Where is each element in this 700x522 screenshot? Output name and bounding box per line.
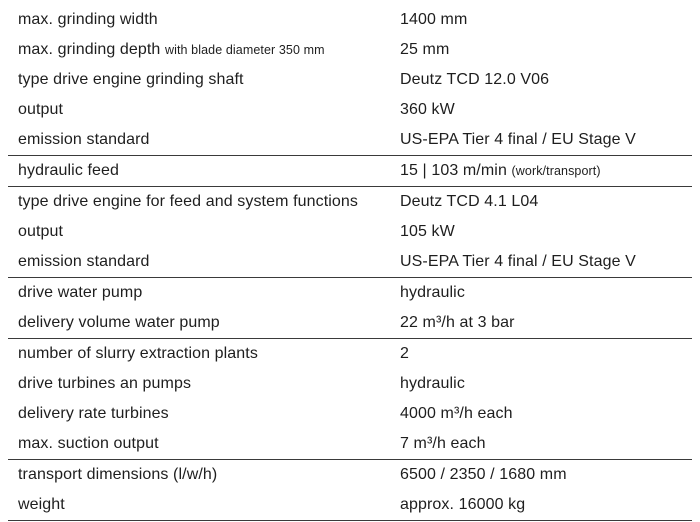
spec-value: 7 m³/h each <box>400 435 486 452</box>
spec-value: 22 m³/h at 3 bar <box>400 314 515 331</box>
spec-value: US-EPA Tier 4 final / EU Stage V <box>400 131 636 148</box>
spec-value: 360 kW <box>400 101 455 118</box>
spec-value: hydraulic <box>400 375 465 392</box>
spec-label: max. suction output <box>18 435 159 452</box>
spec-row <box>8 339 692 369</box>
spec-label: weight <box>18 496 65 513</box>
spec-row <box>8 125 692 155</box>
spec-row <box>8 460 692 490</box>
spec-value: 1400 mm <box>400 11 468 28</box>
spec-value: Deutz TCD 4.1 L04 <box>400 193 539 210</box>
spec-group-water-pump <box>8 278 692 339</box>
spec-group-grinding <box>8 5 692 156</box>
spec-table <box>8 5 692 521</box>
spec-label: number of slurry extraction plants <box>18 345 258 362</box>
spec-value: 105 kW <box>400 223 455 240</box>
spec-row <box>8 429 692 459</box>
spec-row <box>8 95 692 125</box>
spec-value: US-EPA Tier 4 final / EU Stage V <box>400 253 636 270</box>
spec-row <box>8 308 692 338</box>
spec-label: delivery volume water pump <box>18 314 220 331</box>
spec-label-main: max. grinding depth <box>18 41 161 58</box>
spec-value: approx. 16000 kg <box>400 496 526 513</box>
spec-value: 4000 m³/h each <box>400 405 513 422</box>
spec-row <box>8 5 692 35</box>
spec-value: Deutz TCD 12.0 V06 <box>400 71 550 88</box>
spec-label: drive turbines an pumps <box>18 375 192 392</box>
spec-group-feed <box>8 156 692 187</box>
spec-label: emission standard <box>18 131 150 148</box>
spec-row <box>8 65 692 95</box>
spec-value-main: 15 | 103 m/min <box>400 162 507 179</box>
spec-row <box>8 35 692 65</box>
spec-value: 25 mm <box>400 41 450 58</box>
spec-value: 2 <box>400 345 409 362</box>
spec-label: emission standard <box>18 253 150 270</box>
spec-value: 6500 / 2350 / 1680 mm <box>400 466 567 483</box>
spec-label: output <box>18 101 64 118</box>
spec-label <box>8 41 398 59</box>
spec-group-transport <box>8 460 692 521</box>
spec-label: hydraulic feed <box>18 162 120 179</box>
spec-row <box>8 369 692 399</box>
spec-label: drive water pump <box>18 284 143 301</box>
spec-group-slurry <box>8 339 692 460</box>
spec-label: output <box>18 223 64 240</box>
spec-value: hydraulic <box>400 284 465 301</box>
spec-label: type drive engine grinding shaft <box>18 71 244 88</box>
spec-label-note: with blade diameter 350 mm <box>164 43 325 57</box>
spec-label: type drive engine for feed and system functions <box>18 193 359 210</box>
spec-row <box>8 399 692 429</box>
spec-value <box>398 162 601 180</box>
spec-label: transport dimensions (l/w/h) <box>18 466 218 483</box>
spec-row <box>8 187 692 217</box>
spec-row <box>8 247 692 277</box>
spec-row <box>8 156 692 186</box>
spec-label: max. grinding width <box>18 11 158 28</box>
spec-group-feed-engine <box>8 187 692 278</box>
spec-label: delivery rate turbines <box>18 405 169 422</box>
spec-value-note: (work/transport) <box>511 164 601 178</box>
spec-row <box>8 490 692 520</box>
spec-row <box>8 217 692 247</box>
spec-row <box>8 278 692 308</box>
